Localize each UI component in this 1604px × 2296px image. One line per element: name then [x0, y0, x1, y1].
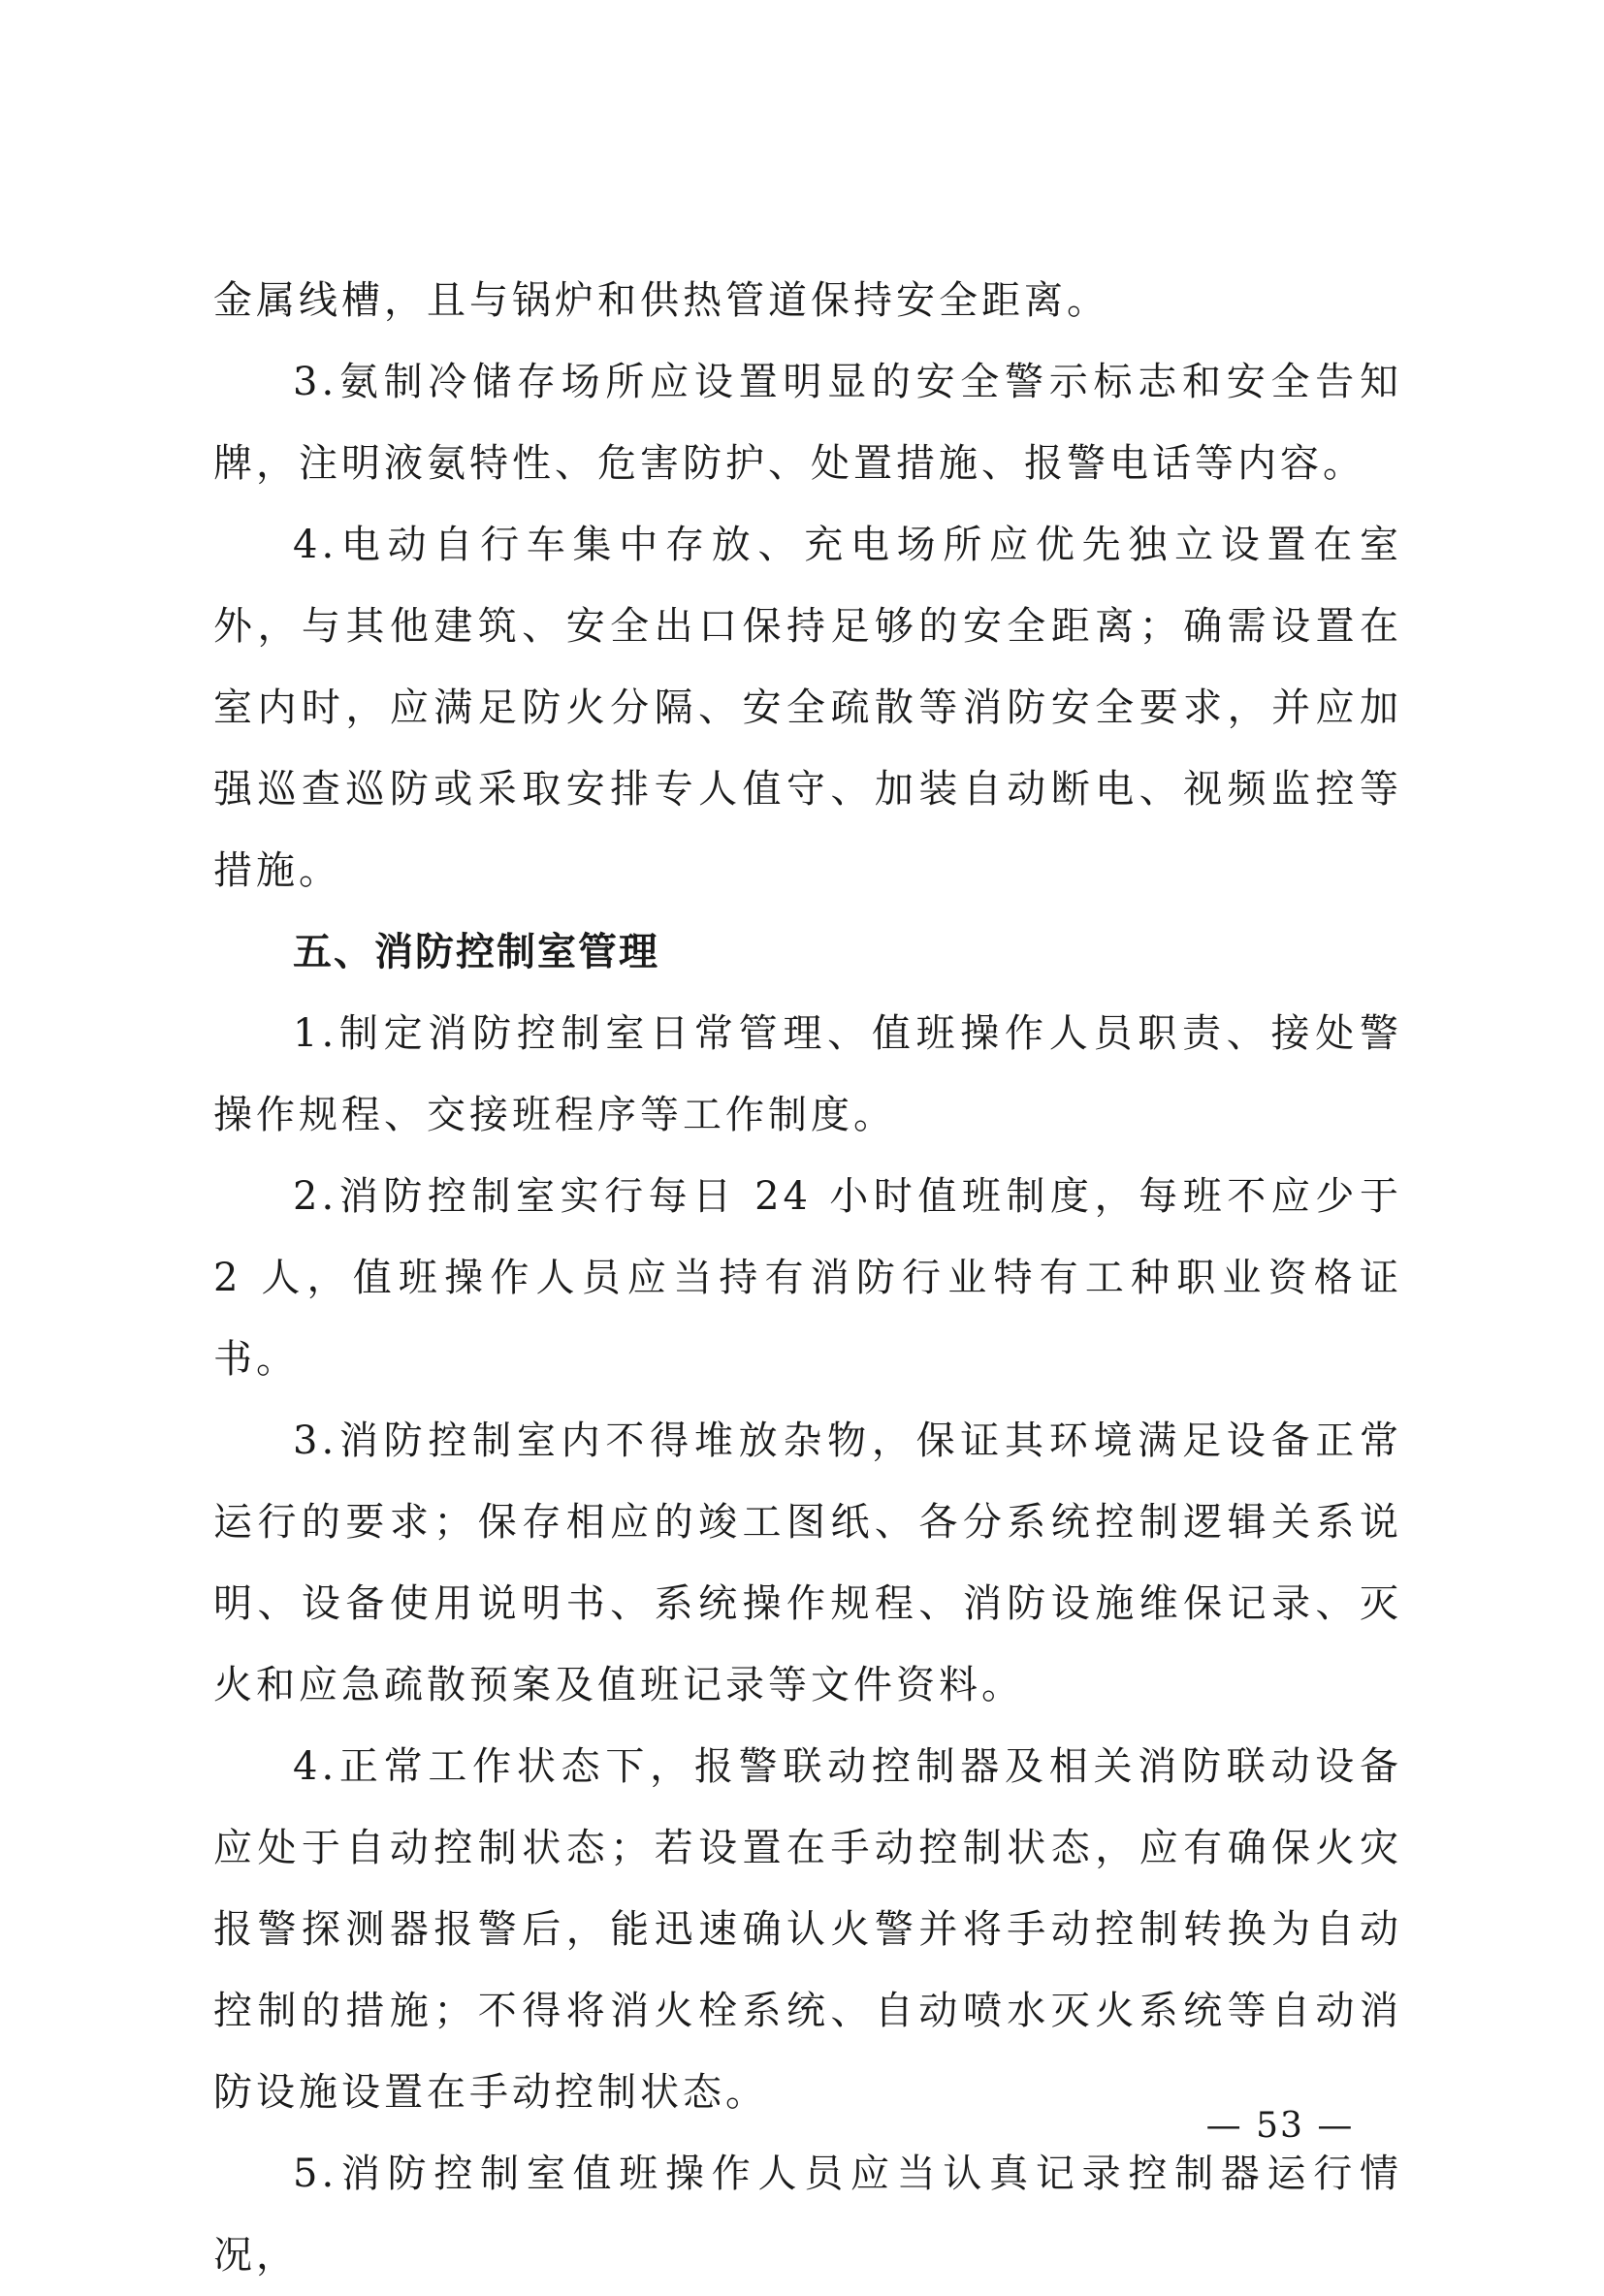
paragraph-item-2-duty: 2.消防控制室实行每日 24 小时值班制度，每班不应少于 2 人，值班操作人员应当持有消防行业特有工种职业资格证书。 — [213, 1174, 1402, 1382]
paragraph-item-1-rules: 1.制定消防控制室日常管理、值班操作人员职责、接处警操作规程、交接班程序等工作制度。 — [213, 1011, 1402, 1137]
paragraph-item-3-ammonia: 3.氨制冷储存场所应设置明显的安全警示标志和安全告知牌，注明液氨特性、危害防护、处置措施、报警电话等内容。 — [213, 360, 1402, 486]
paragraph-item-3-room: 3.消防控制室内不得堆放杂物，保证其环境满足设备正常运行的要求；保存相应的竣工图纸、各分系统控制逻辑关系说明、设备使用说明书、系统操作规程、消防设施维保记录、灭火和应急疏散预案及值班记录等文件资料。 — [213, 1419, 1402, 1707]
section-heading: 五、消防控制室管理 — [293, 930, 659, 974]
page-number: — 53 — — [1205, 2106, 1355, 2146]
document-body — [213, 260, 1402, 2296]
paragraph-item-4-ebike: 4.电动自行车集中存放、充电场所应优先独立设置在室外，与其他建筑、安全出口保持足够的安全距离；确需设置在室内时，应满足防火分隔、安全疏散等消防安全要求，并应加强巡查巡防或采取安排专人值守、加装自动断电、视频监控等措施。 — [213, 523, 1402, 893]
paragraph-item-5-records: 5.消防控制室值班操作人员应当认真记录控制器运行情况， — [213, 2152, 1402, 2278]
paragraph-continuation: 金属线槽，且与锅炉和供热管道保持安全距离。 — [213, 278, 1109, 323]
paragraph-item-4-control-state: 4.正常工作状态下，报警联动控制器及相关消防联动设备应处于自动控制状态；若设置在手动控制状态，应有确保火灾报警探测器报警后，能迅速确认火警并将手动控制转换为自动控制的措施；不得将消火栓系统、自动喷水灭火系统等自动消防设施设置在手动控制状态。 — [213, 1744, 1402, 2115]
